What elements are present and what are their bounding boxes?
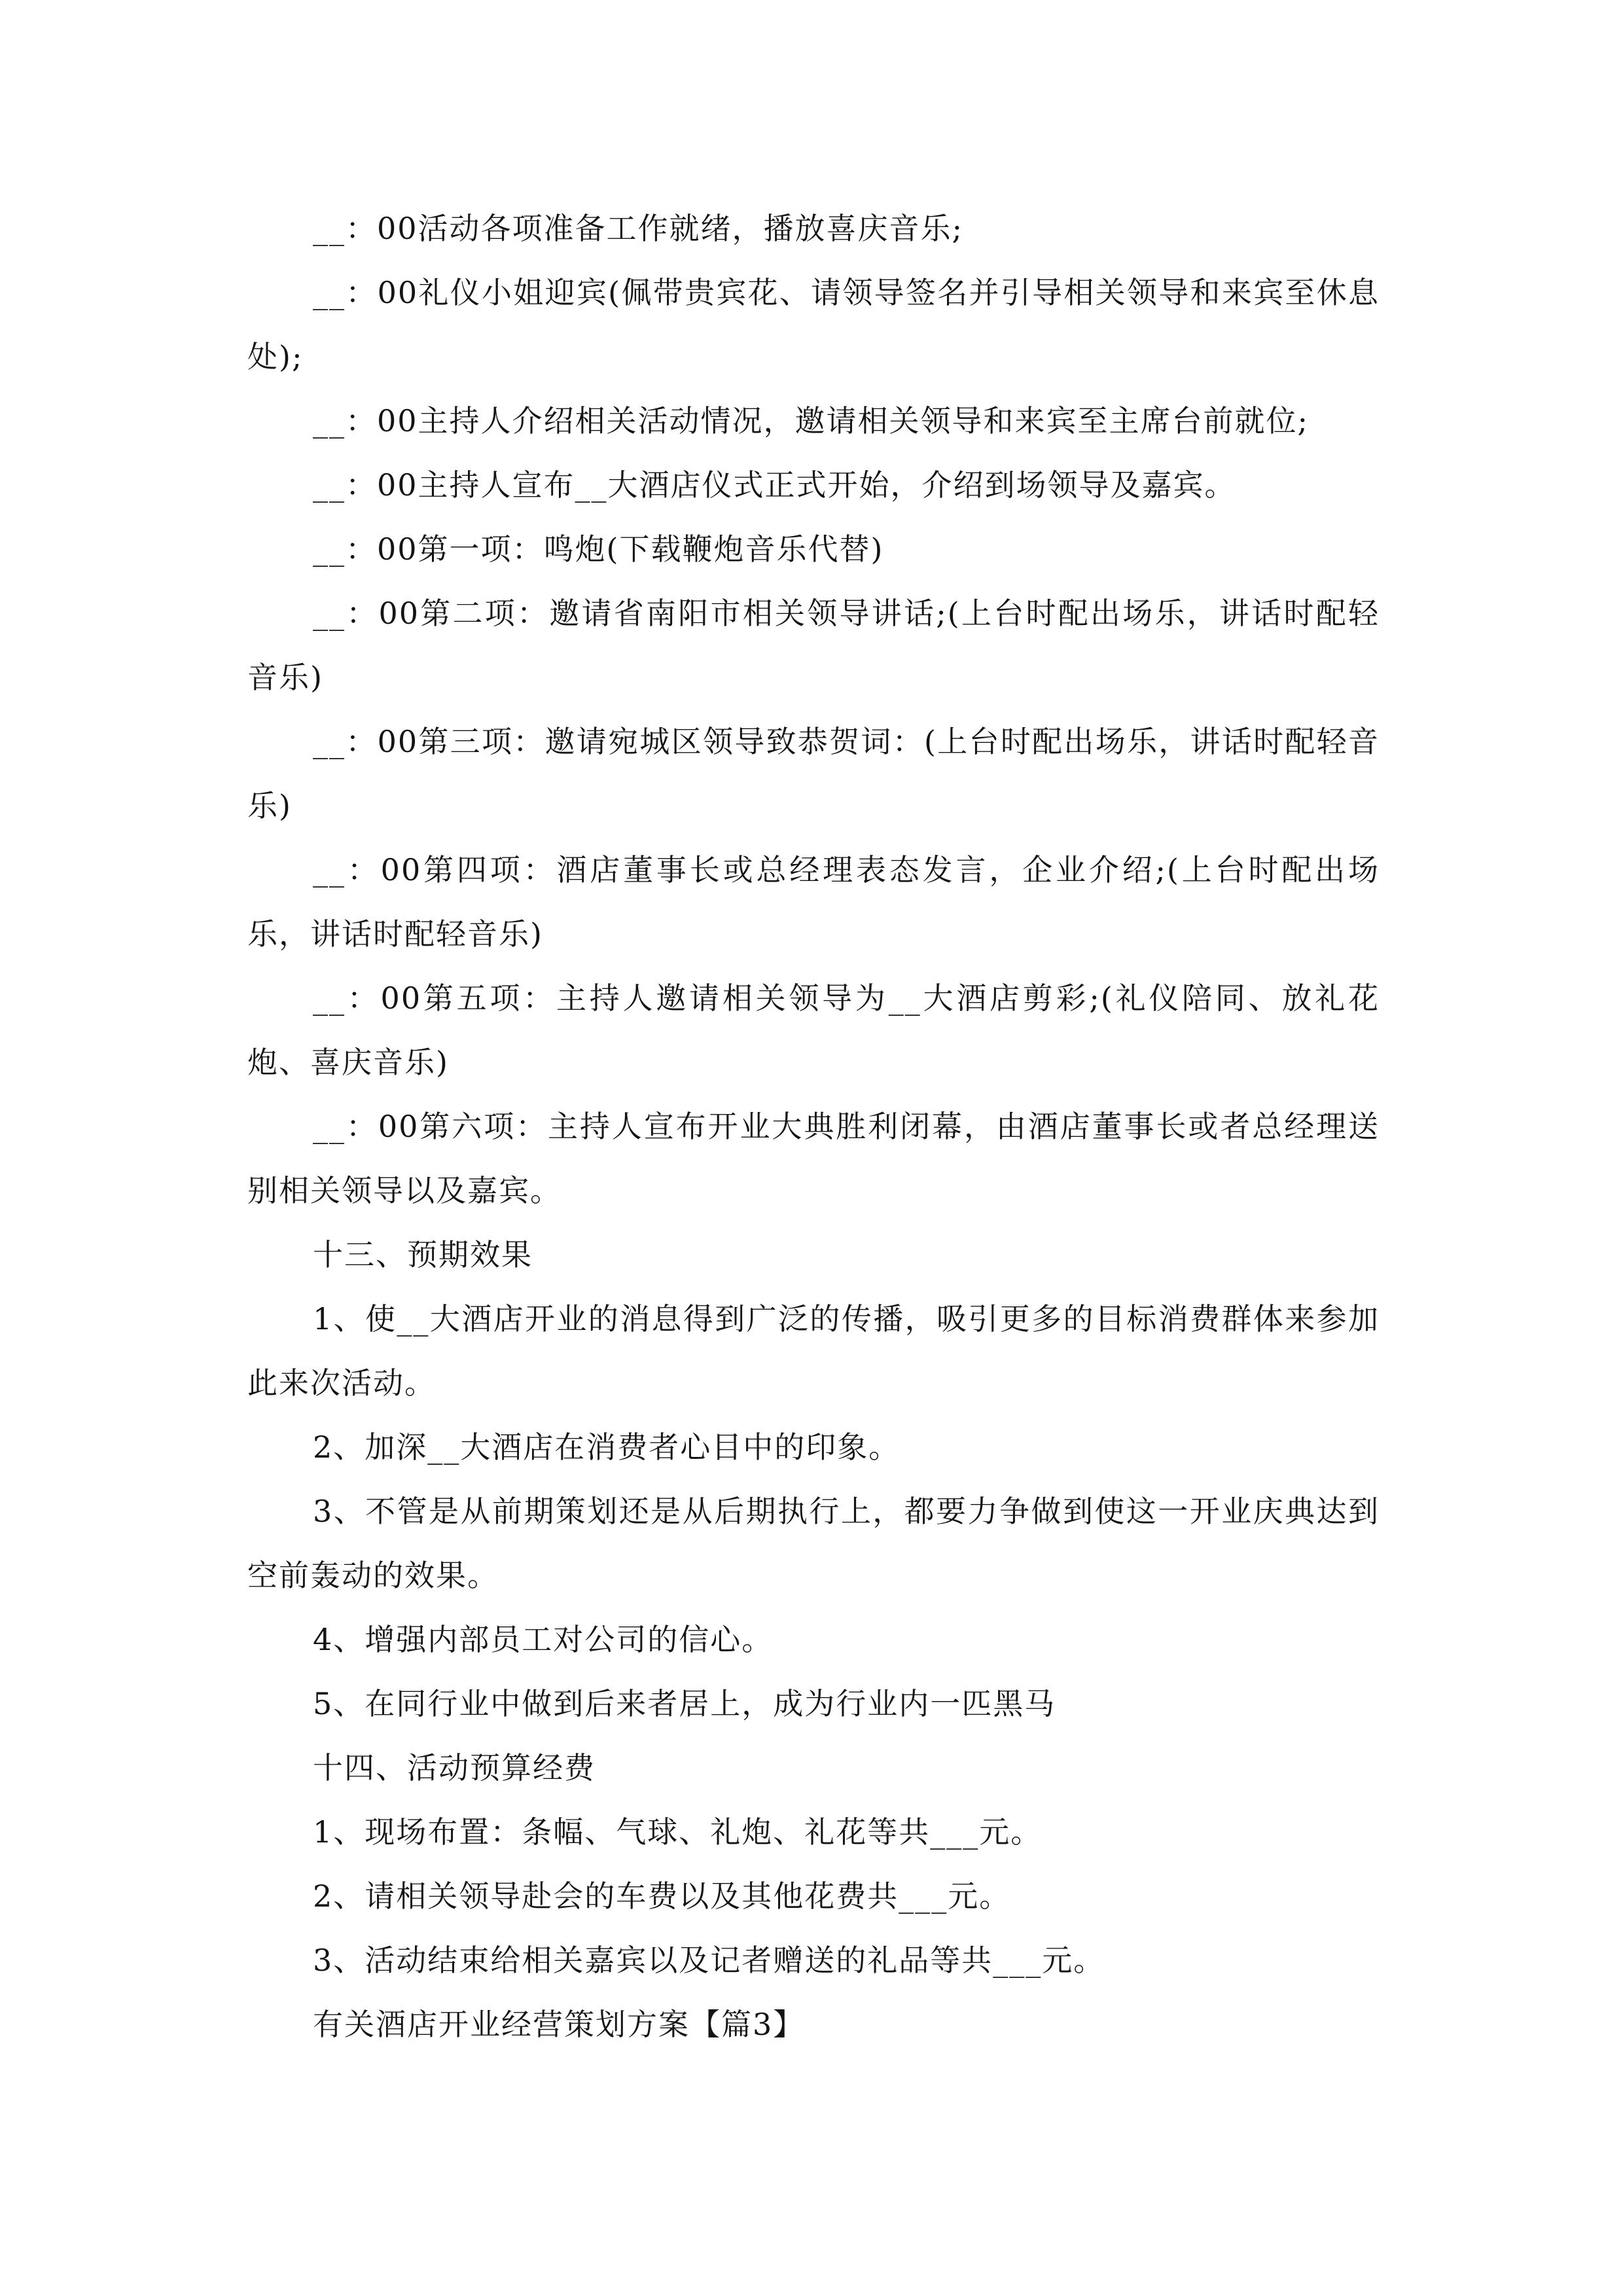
effect-item-1: 1、使__大酒店开业的消息得到广泛的传播，吸引更多的目标消费群体来参加此来次活动。 [247,1301,1380,1401]
schedule-item-host-intro: __：00主持人介绍相关活动情况，邀请相关领导和来宾至主席台前就位; [313,403,1310,439]
schedule-item-closing: __：00第六项：主持人宣布开业大典胜利闭幕，由酒店董事长或者总经理送别相关领导以及嘉宾。 [247,1109,1380,1208]
budget-item-1: 1、现场布置：条幅、气球、礼炮、礼花等共___元。 [313,1814,1043,1850]
schedule-item-ceremony-start: __：00主持人宣布__大酒店仪式正式开始，介绍到场领导及嘉宾。 [313,467,1236,503]
schedule-item-reception: __：00礼仪小姐迎宾(佩带贵宾花、请领导签名并引导相关领导和来宾至休息处); [247,275,1380,374]
effect-item-5: 5、在同行业中做到后来者居上，成为行业内一匹黑马 [313,1686,1056,1721]
schedule-item-prep: __：00活动各项准备工作就绪，播放喜庆音乐; [313,211,964,246]
next-article-title: 有关酒店开业经营策划方案【篇3】 [313,2007,805,2042]
schedule-item-district-leader-speech: __：00第三项：邀请宛城区领导致恭贺词：(上台时配出场乐，讲话时配轻音乐) [247,724,1380,823]
section-heading-budget: 十四、活动预算经费 [313,1750,596,1785]
section-heading-expected-effects: 十三、预期效果 [313,1237,533,1272]
schedule-item-firecrackers: __：00第一项：鸣炮(下载鞭炮音乐代替) [313,531,884,567]
schedule-item-chairman-speech: __：00第四项：酒店董事长或总经理表态发言，企业介绍;(上台时配出场乐，讲话时配轻音乐) [247,852,1380,952]
schedule-item-city-leader-speech: __：00第二项：邀请省南阳市相关领导讲话;(上台时配出场乐，讲话时配轻音乐) [247,596,1380,695]
budget-item-3: 3、活动结束给相关嘉宾以及记者赠送的礼品等共___元。 [313,1943,1105,1978]
budget-item-2: 2、请相关领导赴会的车费以及其他花费共___元。 [313,1878,1011,1914]
effect-item-4: 4、增强内部员工对公司的信心。 [313,1622,774,1657]
effect-item-2: 2、加深__大酒店在消费者心目中的印象。 [313,1429,901,1465]
schedule-item-ribbon-cutting: __：00第五项：主持人邀请相关领导为__大酒店剪彩;(礼仪陪同、放礼花炮、喜庆音乐) [247,980,1380,1080]
effect-item-3: 3、不管是从前期策划还是从后期执行上，都要力争做到使这一开业庆典达到空前轰动的效果。 [247,1494,1380,1593]
document-body [247,196,1380,2056]
